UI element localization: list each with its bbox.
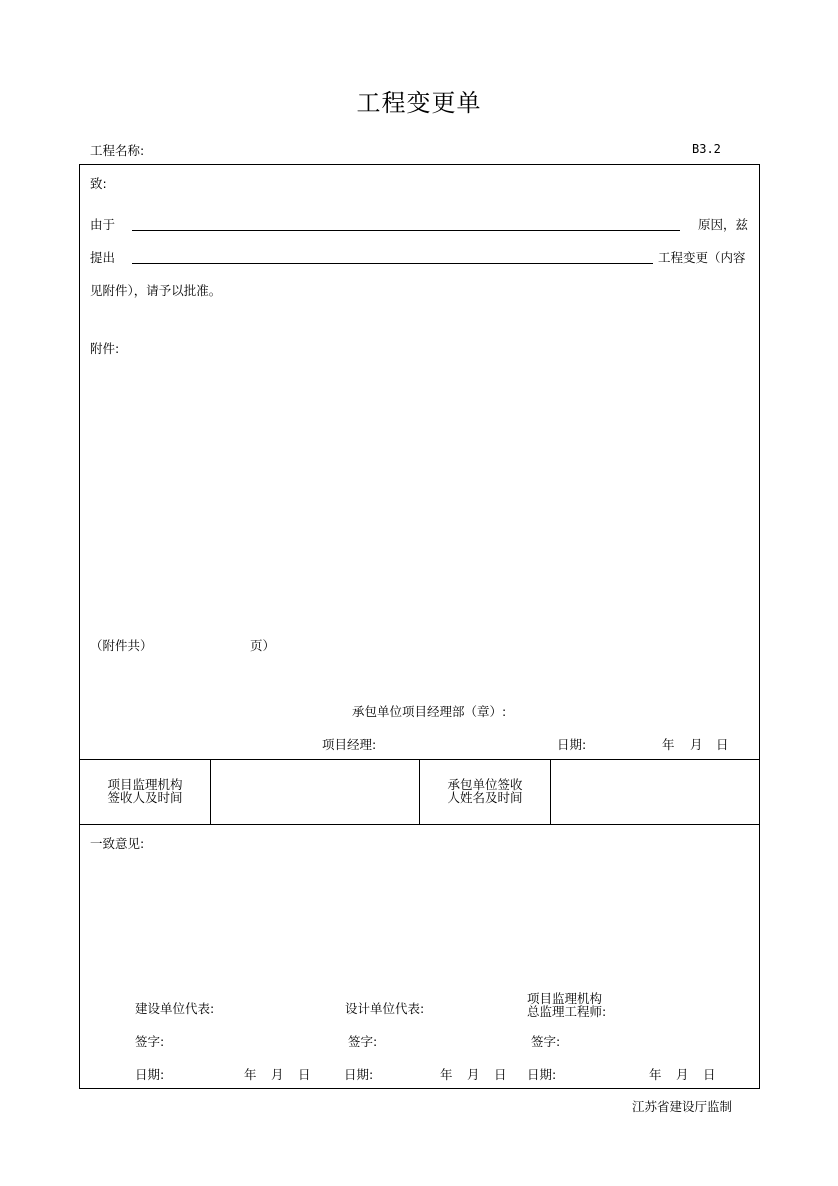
owner-month: 月 bbox=[271, 1067, 284, 1082]
supervisor-day: 日 bbox=[703, 1067, 716, 1082]
change-label: 工程变更（内容 bbox=[658, 250, 746, 265]
form-code: B3.2 bbox=[692, 142, 721, 156]
supervisor-receive-label bbox=[80, 778, 210, 804]
designer-day: 日 bbox=[494, 1067, 507, 1082]
day-label: 日 bbox=[716, 737, 729, 752]
contractor-receive-line2: 人姓名及时间 bbox=[447, 790, 523, 805]
supervisor-sign-label: 签字: bbox=[531, 1034, 561, 1049]
designer-sign-label: 签字: bbox=[348, 1034, 378, 1049]
chief-supervisor-line1: 项目监理机构 bbox=[527, 991, 603, 1006]
supervisor-receive-line1: 项目监理机构 bbox=[107, 777, 183, 792]
reason-fill-line[interactable] bbox=[132, 230, 680, 231]
content-continuation: 见附件），请予以批准。 bbox=[90, 283, 222, 298]
designer-month: 月 bbox=[467, 1067, 480, 1082]
supervisor-month: 月 bbox=[676, 1067, 689, 1082]
owner-rep-label: 建设单位代表: bbox=[135, 1001, 215, 1016]
designer-date-label: 日期: bbox=[344, 1067, 374, 1082]
agreed-opinion-label: 一致意见: bbox=[90, 836, 145, 851]
designer-rep-label: 设计单位代表: bbox=[345, 1001, 425, 1016]
date-label: 日期: bbox=[557, 737, 587, 752]
attachment-count-prefix: （附件共） bbox=[90, 638, 153, 653]
to-label: 致: bbox=[90, 176, 107, 191]
owner-sign-label: 签字: bbox=[135, 1034, 165, 1049]
owner-year: 年 bbox=[244, 1067, 257, 1082]
project-name-label: 工程名称: bbox=[90, 143, 145, 158]
owner-date-label: 日期: bbox=[135, 1067, 165, 1082]
month-label: 月 bbox=[690, 737, 703, 752]
change-fill-line[interactable] bbox=[132, 263, 653, 264]
chief-supervisor-label bbox=[527, 992, 606, 1018]
attachment-label: 附件: bbox=[90, 341, 120, 356]
supervisor-receive-line2: 签收人及时间 bbox=[107, 790, 183, 805]
contractor-receive-label bbox=[420, 778, 550, 804]
supervisor-year: 年 bbox=[649, 1067, 662, 1082]
pm-label: 项目经理: bbox=[322, 737, 377, 752]
attachment-count-suffix: 页） bbox=[250, 638, 276, 653]
designer-year: 年 bbox=[440, 1067, 453, 1082]
contractor-receive-line1: 承包单位签收 bbox=[447, 777, 523, 792]
reason-label: 原因，兹 bbox=[698, 217, 749, 232]
due-to-label: 由于 bbox=[90, 217, 116, 232]
divider bbox=[79, 824, 760, 825]
divider bbox=[210, 759, 211, 824]
footer-issuer: 江苏省建设厅监制 bbox=[632, 1099, 733, 1114]
form-table bbox=[79, 164, 760, 1089]
contractor-dept-label: 承包单位项目经理部（章）: bbox=[352, 704, 507, 719]
year-label: 年 bbox=[662, 737, 675, 752]
owner-day: 日 bbox=[298, 1067, 311, 1082]
page-title: 工程变更单 bbox=[356, 89, 482, 117]
chief-supervisor-line2: 总监理工程师: bbox=[527, 1004, 607, 1019]
supervisor-date-label: 日期: bbox=[527, 1067, 557, 1082]
divider bbox=[550, 759, 551, 824]
propose-label: 提出 bbox=[90, 250, 116, 265]
